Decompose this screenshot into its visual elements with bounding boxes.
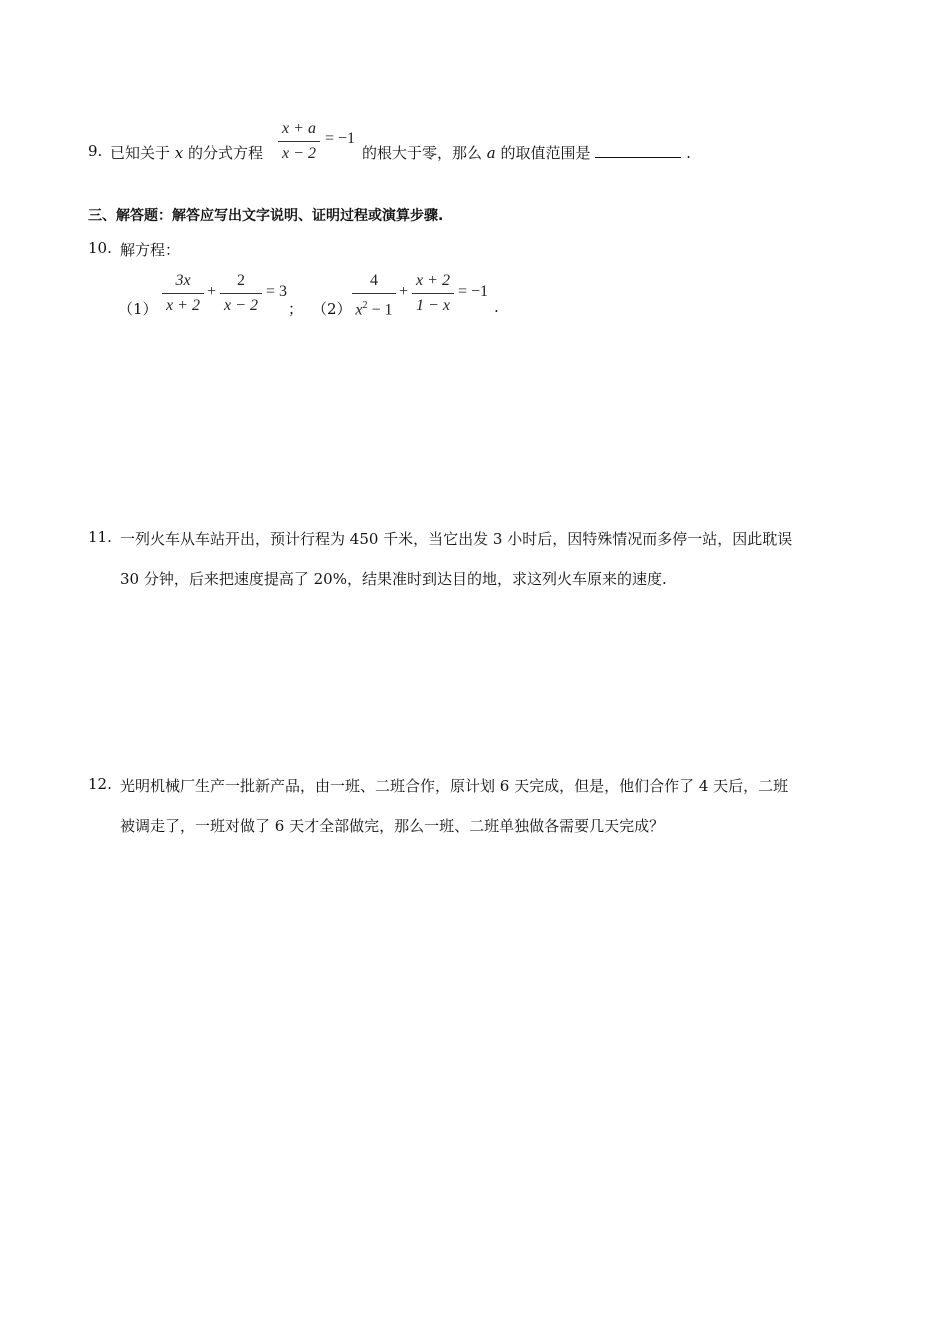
q10-part1-label: （1） xyxy=(118,300,158,318)
q9-end: . xyxy=(686,144,691,162)
section-3-title: 三、解答题：解答应写出文字说明、证明过程或演算步骤. xyxy=(88,208,444,224)
q9-fraction xyxy=(278,118,320,165)
den-exponent: 2 xyxy=(362,300,368,311)
q10-number: 10. xyxy=(88,239,112,257)
q11-line-2: 30 分钟，后来把速度提高了 20%，结果准时到达目的地，求这列火车原来的速度. xyxy=(120,570,667,588)
q9-var-x: x xyxy=(174,144,184,162)
denominator xyxy=(352,294,396,321)
denominator: x + 2 xyxy=(166,297,200,314)
q12-line-1: 光明机械厂生产一批新产品，由一班、二班合作，原计划 6 天完成，但是，他们合作了 4 天后，二班 xyxy=(120,777,789,795)
q9-text-after1: 的根大于零，那么 xyxy=(362,144,483,162)
q9-text-before: 已知关于 xyxy=(110,144,171,162)
q12-number: 12. xyxy=(88,775,112,793)
den-base: x xyxy=(355,301,363,319)
den-rest: − 1 xyxy=(367,301,393,319)
q10-part2-label: （2） xyxy=(312,300,352,318)
numerator: 2 xyxy=(220,270,262,294)
denominator: x − 2 xyxy=(224,297,258,314)
answer-blank xyxy=(595,143,681,158)
q9-text-after2: 的取值范围是 xyxy=(500,144,591,162)
q10-part2-fraction-2 xyxy=(412,270,454,317)
separator: ； xyxy=(288,300,304,318)
plus-sign: + xyxy=(207,283,217,300)
numerator: 4 xyxy=(352,270,396,294)
numerator: x + 2 xyxy=(412,270,454,294)
q9-text-mid: 的分式方程 xyxy=(188,144,264,162)
q12-line-2: 被调走了，一班对做了 6 天才全部做完，那么一班、二班单独做各需要几天完成？ xyxy=(120,817,665,835)
q10-end: . xyxy=(494,298,499,316)
q11-line-1: 一列火车从车站开出，预计行程为 450 千米，当它出发 3 小时后，因特殊情况而多停一站，因此耽误 xyxy=(120,530,793,548)
q10-part1-fraction-1 xyxy=(162,270,204,317)
plus-sign: + xyxy=(399,283,409,300)
denominator: 1 − x xyxy=(416,297,450,314)
q10-text: 解方程： xyxy=(120,241,181,259)
q9-number: 9. xyxy=(88,142,103,160)
q10-part1-fraction-2 xyxy=(220,270,262,317)
q9-rhs: = −1 xyxy=(325,130,356,147)
q9-frac-numerator: x + a xyxy=(278,118,320,142)
q10-part1-rhs: = 3 xyxy=(266,283,288,300)
q10-part2-fraction-1 xyxy=(352,270,396,321)
q9-frac-denominator: x − 2 xyxy=(282,145,316,162)
q11-number: 11. xyxy=(88,528,112,546)
numerator: 3x xyxy=(162,270,204,294)
q9-var-a: a xyxy=(486,144,496,162)
q10-part2-rhs: = −1 xyxy=(458,283,489,300)
